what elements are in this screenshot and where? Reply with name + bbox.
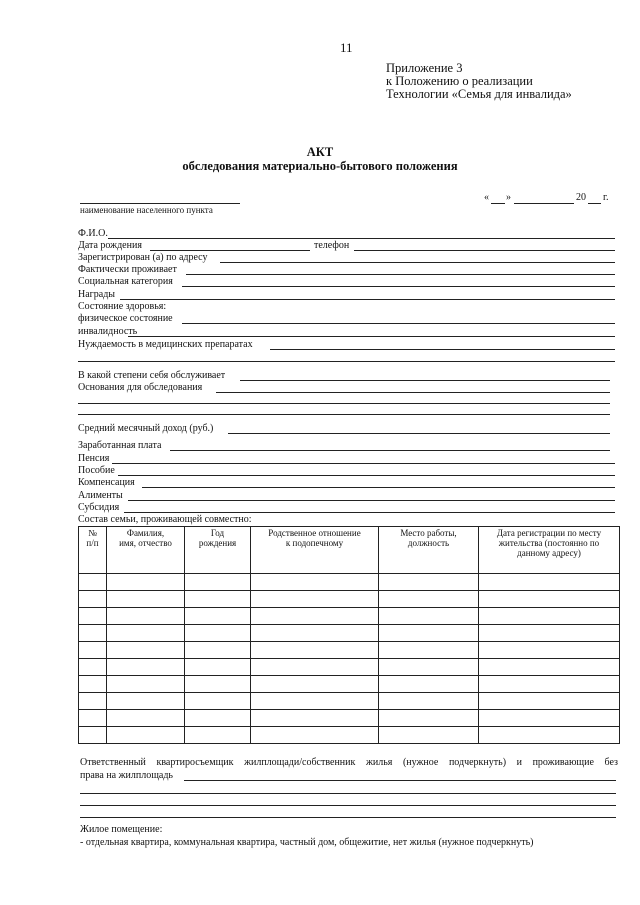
header-birth-year: [185, 527, 251, 574]
housing-title: Жилое помещение:: [80, 824, 163, 835]
table-cell[interactable]: [107, 642, 185, 659]
table-cell[interactable]: [185, 676, 251, 693]
table-row: [79, 642, 620, 659]
field-fio-line[interactable]: [108, 238, 615, 239]
header-name-text: Фамилия, имя, отчество: [119, 528, 172, 548]
header-number: [79, 527, 107, 574]
date-day-line[interactable]: [491, 203, 505, 204]
table-cell[interactable]: [479, 727, 620, 744]
table-cell[interactable]: [79, 625, 107, 642]
table-cell[interactable]: [185, 693, 251, 710]
tenant-field-line-3[interactable]: [80, 805, 616, 806]
label-birth-date: Дата рождения: [78, 240, 142, 251]
appendix-line-2: к Положению о реализации: [386, 74, 533, 88]
appendix-line-1: Приложение 3: [386, 61, 463, 75]
table-row: [79, 727, 620, 744]
document-subtitle: обследования материально-бытового положения: [182, 159, 458, 173]
field-awards-line[interactable]: [120, 299, 615, 300]
table-cell[interactable]: [185, 591, 251, 608]
field-grounds-line-3[interactable]: [78, 414, 610, 415]
table-cell[interactable]: [185, 642, 251, 659]
date-month-line[interactable]: [514, 203, 574, 204]
table-cell[interactable]: [107, 693, 185, 710]
date-close-quote: »: [506, 192, 511, 203]
label-medicine: Нуждаемость в медицинских препаратах: [78, 339, 253, 350]
label-disability: инвалидность: [78, 326, 138, 337]
date-open-quote: «: [484, 192, 489, 203]
table-cell[interactable]: [251, 608, 379, 625]
table-cell[interactable]: [479, 625, 620, 642]
table-cell[interactable]: [79, 727, 107, 744]
header-registration-date-text: Дата регистрации по месту жительства (постоянно по данному адресу): [496, 528, 602, 558]
field-self-service-line[interactable]: [240, 380, 610, 381]
family-table-body: [79, 574, 620, 744]
table-cell[interactable]: [379, 574, 479, 591]
tenant-field-line-2[interactable]: [80, 793, 616, 794]
field-medicine-line[interactable]: [270, 349, 615, 350]
field-allowance-line[interactable]: [118, 475, 615, 476]
field-physical-line[interactable]: [182, 323, 615, 324]
table-cell[interactable]: [79, 591, 107, 608]
label-actual-residence: Фактически проживает: [78, 264, 177, 275]
field-grounds-line-2[interactable]: [78, 403, 610, 404]
table-cell[interactable]: [185, 727, 251, 744]
table-cell[interactable]: [107, 727, 185, 744]
label-grounds: Основания для обследования: [78, 382, 203, 393]
table-cell[interactable]: [107, 659, 185, 676]
table-cell[interactable]: [379, 676, 479, 693]
field-birth-date-line[interactable]: [150, 250, 310, 251]
table-cell[interactable]: [479, 608, 620, 625]
label-awards: Награды: [78, 289, 116, 300]
table-row: [79, 591, 620, 608]
table-cell[interactable]: [185, 625, 251, 642]
table-cell[interactable]: [479, 676, 620, 693]
appendix-block: [386, 62, 572, 101]
table-row: [79, 574, 620, 591]
label-allowance: Пособие: [78, 465, 115, 476]
table-cell[interactable]: [479, 693, 620, 710]
header-number-text: № п/п: [86, 528, 99, 548]
table-cell[interactable]: [185, 608, 251, 625]
date-year-prefix: 20: [576, 192, 586, 203]
label-fio: Ф.И.О.: [78, 228, 108, 239]
housing-options: - отдельная квартира, коммунальная квартира, частный дом, общежитие, нет жилья (нужное подчеркнуть): [80, 837, 534, 848]
table-cell[interactable]: [379, 727, 479, 744]
field-registered-line[interactable]: [220, 262, 615, 263]
header-relation: [251, 527, 379, 574]
field-subsidy-line[interactable]: [124, 512, 615, 513]
header-registration-date: [479, 527, 620, 574]
table-cell[interactable]: [79, 659, 107, 676]
field-disability-line[interactable]: [128, 336, 615, 337]
label-phone: телефон: [314, 240, 350, 251]
header-workplace-text: Место работы, должность: [400, 528, 457, 548]
table-row: [79, 710, 620, 727]
tenant-field-line-4[interactable]: [80, 817, 616, 818]
table-cell[interactable]: [479, 591, 620, 608]
header-birth-year-text: Год рождения: [198, 528, 237, 548]
header-workplace: [379, 527, 479, 574]
table-cell[interactable]: [251, 591, 379, 608]
table-cell[interactable]: [251, 693, 379, 710]
label-alimony: Алименты: [78, 490, 123, 501]
table-row: [79, 625, 620, 642]
table-row: [79, 693, 620, 710]
field-phone-line[interactable]: [354, 250, 615, 251]
table-cell[interactable]: [479, 659, 620, 676]
label-social-category: Социальная категория: [78, 276, 173, 287]
header-relation-text: Родственное отношение к подопечному: [268, 528, 361, 548]
date-year-line[interactable]: [588, 203, 601, 204]
table-cell[interactable]: [379, 591, 479, 608]
tenant-field-line-1[interactable]: [184, 780, 616, 781]
table-cell[interactable]: [251, 625, 379, 642]
field-income-line[interactable]: [228, 433, 610, 434]
label-physical: физическое состояние: [78, 313, 173, 324]
document-title: АКТ: [306, 145, 334, 159]
table-cell[interactable]: [79, 676, 107, 693]
label-registered: Зарегистрирован (а) по адресу: [78, 252, 208, 263]
label-compensation: Компенсация: [78, 477, 135, 488]
field-medicine-line-2[interactable]: [78, 361, 615, 362]
label-health: Состояние здоровья:: [78, 301, 167, 312]
table-row: [79, 659, 620, 676]
table-cell[interactable]: [251, 727, 379, 744]
table-cell[interactable]: [185, 659, 251, 676]
table-cell[interactable]: [251, 574, 379, 591]
table-cell[interactable]: [107, 608, 185, 625]
table-row: [79, 676, 620, 693]
appendix-line-3: Технологии «Семья для инвалида»: [386, 87, 572, 101]
field-grounds-line[interactable]: [216, 392, 610, 393]
locality-line[interactable]: [80, 203, 240, 204]
field-alimony-line[interactable]: [128, 500, 615, 501]
table-cell[interactable]: [479, 642, 620, 659]
tenant-line-1: Ответственный квартиросъемщик жилплощади/собственник жилья (нужное подчеркнуть) и проживающие без: [80, 757, 618, 768]
field-compensation-line[interactable]: [142, 487, 615, 488]
label-subsidy: Субсидия: [78, 502, 120, 513]
table-cell[interactable]: [79, 642, 107, 659]
table-cell[interactable]: [107, 591, 185, 608]
table-cell[interactable]: [79, 693, 107, 710]
field-salary-line[interactable]: [170, 450, 610, 451]
family-table: [78, 526, 620, 744]
table-cell[interactable]: [379, 693, 479, 710]
table-row: [79, 608, 620, 625]
table-cell[interactable]: [185, 574, 251, 591]
table-cell[interactable]: [107, 676, 185, 693]
table-cell[interactable]: [107, 710, 185, 727]
date-year-suffix: г.: [603, 192, 609, 203]
table-cell[interactable]: [185, 710, 251, 727]
table-cell[interactable]: [379, 710, 479, 727]
table-cell[interactable]: [79, 574, 107, 591]
label-income: Средний месячный доход (руб.): [78, 423, 214, 434]
table-cell[interactable]: [251, 642, 379, 659]
table-cell[interactable]: [479, 574, 620, 591]
label-family: Состав семьи, проживающей совместно:: [78, 514, 252, 525]
locality-caption: наименование населенного пункта: [80, 205, 213, 215]
field-pension-line[interactable]: [112, 463, 615, 464]
table-cell[interactable]: [379, 642, 479, 659]
table-cell[interactable]: [379, 608, 479, 625]
table-cell[interactable]: [107, 574, 185, 591]
table-cell[interactable]: [79, 710, 107, 727]
table-cell[interactable]: [251, 659, 379, 676]
field-social-category-line[interactable]: [182, 286, 615, 287]
label-pension: Пенсия: [78, 453, 110, 464]
label-self-service: В какой степени себя обслуживает: [78, 370, 226, 381]
family-table-header-row: [79, 527, 620, 574]
table-cell[interactable]: [379, 625, 479, 642]
header-name: [107, 527, 185, 574]
table-cell[interactable]: [79, 608, 107, 625]
table-cell[interactable]: [379, 659, 479, 676]
table-cell[interactable]: [251, 710, 379, 727]
tenant-line-2: права на жилплощадь: [80, 770, 173, 781]
table-cell[interactable]: [251, 676, 379, 693]
label-salary: Заработанная плата: [78, 440, 162, 451]
page-number: 11: [340, 40, 353, 55]
field-actual-residence-line[interactable]: [186, 274, 615, 275]
table-cell[interactable]: [479, 710, 620, 727]
table-cell[interactable]: [107, 625, 185, 642]
